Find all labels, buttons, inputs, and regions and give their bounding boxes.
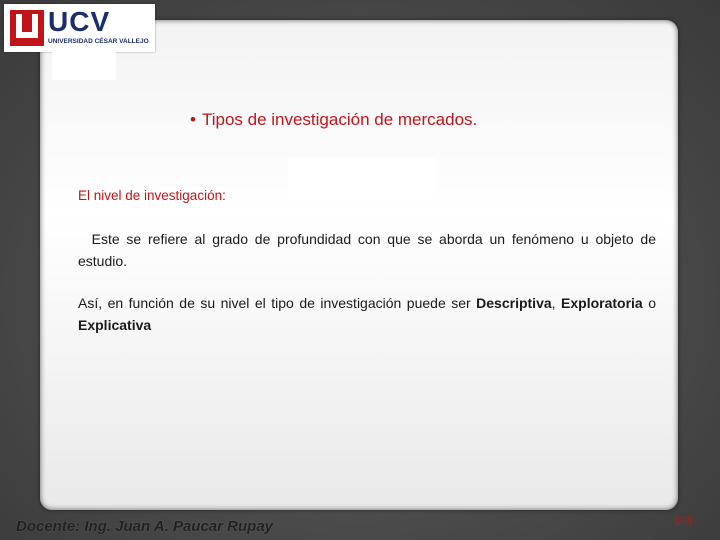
blank-box xyxy=(288,158,436,202)
paragraph-2 xyxy=(78,292,656,336)
subheading: El nivel de investigación: xyxy=(78,188,226,203)
logo-backdrop xyxy=(52,52,116,80)
separator-1: , xyxy=(551,295,562,311)
page-number: [22] xyxy=(675,516,692,527)
term-exploratoria: Exploratoria xyxy=(561,295,643,311)
footer-docente: Docente: Ing. Juan A. Paucar Rupay xyxy=(16,518,273,535)
ucv-logo xyxy=(4,4,155,52)
paragraph-1-text: Este se refiere al grado de profundidad con que se aborda un fenómeno u objeto de estudio. xyxy=(78,231,656,269)
term-descriptiva: Descriptiva xyxy=(476,295,552,311)
slide-title xyxy=(190,110,477,130)
paragraph-1 xyxy=(78,228,656,272)
slide-title-text: Tipos de investigación de mercados. xyxy=(201,110,478,129)
logo-subtitle: UNIVERSIDAD CÉSAR VALLEJO xyxy=(48,38,149,45)
ucv-shield-icon xyxy=(10,10,44,46)
logo-name: UCV xyxy=(48,6,111,37)
term-explicativa: Explicativa xyxy=(78,317,152,333)
paragraph-2-intro: Así, en función de su nivel el tipo de investigación puede ser xyxy=(78,295,477,311)
bullet-icon: • xyxy=(190,110,196,129)
separator-2: o xyxy=(642,295,656,311)
